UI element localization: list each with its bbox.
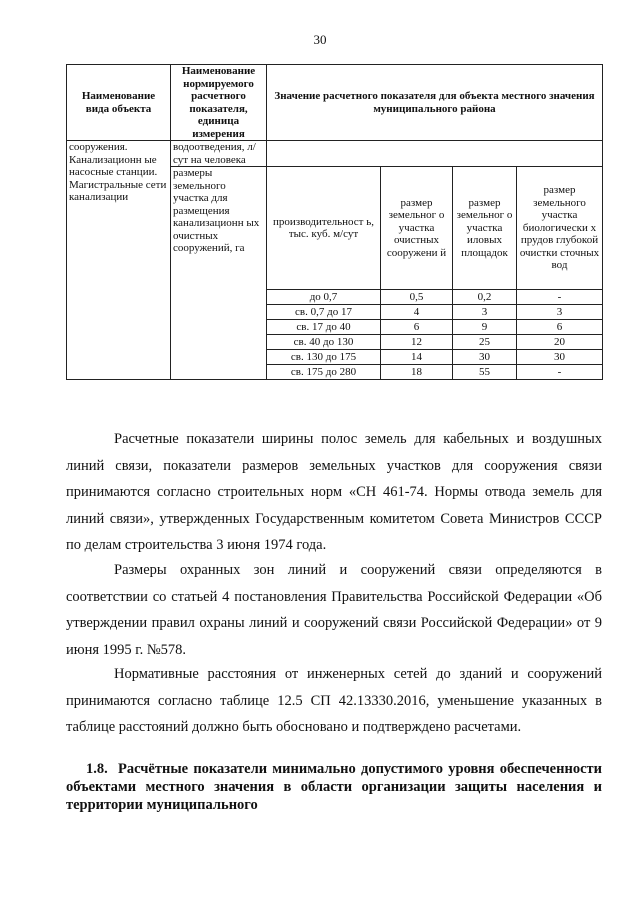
value-cell: 6 <box>381 320 453 335</box>
value-cell: 3 <box>453 305 517 320</box>
value-cell: 12 <box>381 335 453 350</box>
row2-indicator: размеры земельного участка для размещения канализационн ых очистных сооружений, га <box>171 167 267 380</box>
value-cell: 18 <box>381 365 453 380</box>
row1-value <box>267 141 603 167</box>
value-cell: 6 <box>517 320 603 335</box>
subheader-ponds-plot: размер земельного участка биологически х прудов глубокой очистки сточных вод <box>517 167 603 290</box>
value-cell: - <box>517 290 603 305</box>
table-row <box>67 141 603 167</box>
paragraph-communication-lines: Расчетные показатели ширины полос земель для кабельных и воздушных линий связи, показатели размеров земельных участков для сооружения связи принимаются согласно строительных норм «СН 461-74. Нормы отвода земель для линий связи», утвержденных Государственным комитетом Совета Министров СССР по делам строительства 3 июня 1974 года. <box>66 431 602 553</box>
capacity-cell: св. 40 до 130 <box>267 335 381 350</box>
value-cell: 0,2 <box>453 290 517 305</box>
section-number: 1.8. <box>86 761 108 777</box>
capacity-cell: св. 0,7 до 17 <box>267 305 381 320</box>
value-cell: 3 <box>517 305 603 320</box>
subheader-capacity: производительност ь, тыс. куб. м/сут <box>267 167 381 290</box>
capacity-cell: св. 130 до 175 <box>267 350 381 365</box>
capacity-cell: св. 175 до 280 <box>267 365 381 380</box>
header-indicator: Наименование нормируемого расчетного показателя, единица измерения <box>171 65 267 141</box>
header-value: Значение расчетного показателя для объекта местного значения муниципального района <box>267 65 603 141</box>
table-header-row <box>67 65 603 141</box>
value-cell: 25 <box>453 335 517 350</box>
row1-indicator: водоотведения, л/ сут на человека <box>171 141 267 167</box>
value-cell: 4 <box>381 305 453 320</box>
header-object-type: Наименование вида объекта <box>67 65 171 141</box>
subheader-treatment-plot: размер земельног о участка очистных сооружени й <box>381 167 453 290</box>
value-cell: 0,5 <box>381 290 453 305</box>
capacity-cell: до 0,7 <box>267 290 381 305</box>
value-cell: 20 <box>517 335 603 350</box>
indicator-table <box>66 64 603 380</box>
subheader-sludge-plot: размер земельног о участка иловых площадок <box>453 167 517 290</box>
value-cell: 30 <box>517 350 603 365</box>
paragraph-protection-zones: Размеры охранных зон линий и сооружений связи определяются в соответствии со статьей 4 постановления Правительства Российской Федерации «Об утверждении правил охраны линий и сооружений связи Российской Федерации» от 9 июня 1995 г. №578. <box>66 562 602 658</box>
value-cell: 14 <box>381 350 453 365</box>
section-heading <box>66 760 602 814</box>
value-cell: 30 <box>453 350 517 365</box>
section-title: Расчётные показатели минимально допустимого уровня обеспеченности объектами местного значения в области организации защиты населения и территории муниципального <box>66 761 602 813</box>
capacity-cell: св. 17 до 40 <box>267 320 381 335</box>
paragraph-engineering-networks: Нормативные расстояния от инженерных сетей до зданий и сооружений принимаются согласно таблице 12.5 СП 42.13330.2016, уменьшение указанных в таблице расстояний должно быть обосновано и подтверждено расчетами. <box>66 666 602 735</box>
object-cell: сооружения. Канализационн ые насосные станции. Магистральные сети канализации <box>67 141 171 380</box>
page-number: 30 <box>313 32 327 47</box>
value-cell: 55 <box>453 365 517 380</box>
value-cell: 9 <box>453 320 517 335</box>
value-cell: - <box>517 365 603 380</box>
